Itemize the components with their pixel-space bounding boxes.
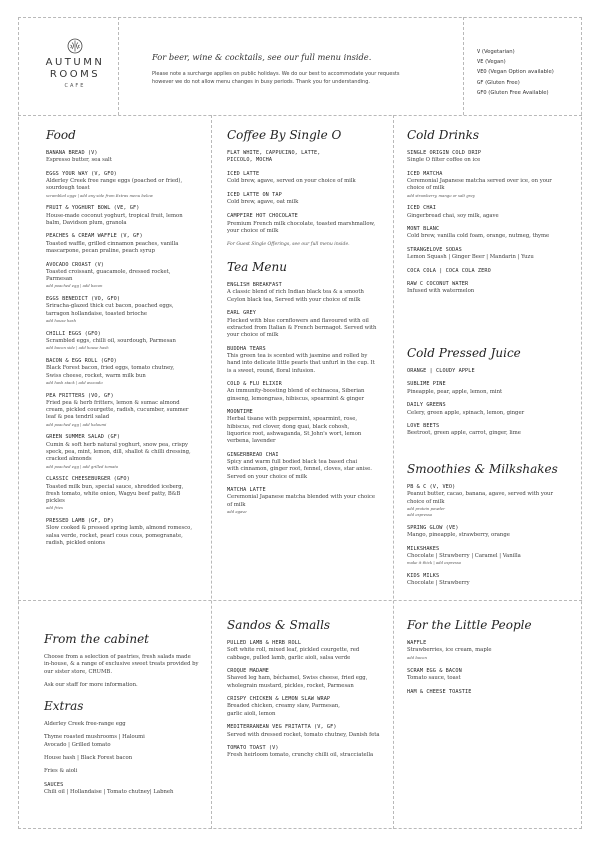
menu-item [407,423,577,438]
menu-item-desc: fresh tomato, white onion, Wagyu beef patty, B&B [46,490,181,497]
intro-note-line: however we do not allow menu changes in busy periods. Thank you for understanding. [152,79,370,85]
menu-item-name: ENGLISH BREAKFAST [227,282,282,289]
juice-section [407,346,577,444]
menu-item-desc: Tomato sauce, toast [407,674,461,681]
intro-title: For beer, wine & cocktails, see our full menu inside. [152,52,372,62]
menu-item-name: EGGS YOUR WAY (V, GFO) [46,170,117,177]
menu-item-name: COCA COLA | COCA COLA ZERO [407,267,491,274]
menu-item-name: BACON & EGG ROLL (GFO) [46,357,117,364]
menu-item [227,452,389,481]
menu-item [227,381,389,403]
menu-item [407,150,577,165]
extras-line: Thyme roasted mushrooms | Haloumi [44,734,145,741]
menu-item-name: SPRING GLOW (VE) [407,525,459,532]
menu-item-name: EARL GREY [227,310,257,317]
menu-item-desc: Peanut butter, cacao, banana, agave, served with your [407,491,553,498]
menu-item-desc: liquorice root, ashwaganda, St John's wort, lemon [227,430,362,437]
menu-item-name: SINGLE ORIGIN COLD DRIP [407,150,482,156]
menu-item-addon: add poached egg | add grilled tomato [46,463,119,469]
menu-item-desc: of milk [227,501,246,508]
menu-item [46,331,206,352]
extras-line: Avocado | Grilled tomato [44,741,111,748]
menu-item-name: MOONTIME [227,409,253,416]
menu-item-desc: choice of milk [407,498,445,505]
menu-item [407,546,577,567]
menu-item-name: CAMPFIRE HOT CHOCOLATE [227,213,298,220]
legend-row: VEO (Vegan Option available) [477,69,554,76]
intro-block [152,52,452,86]
menu-item-desc: salsa verde, rocket, pearl cous cous, pomegranate, [46,532,183,539]
menu-item-desc: Single O filter coffee on ice [407,157,481,164]
menu-item [227,213,389,235]
menu-item-desc: Ceylon black tea, Served with your choice of milk [227,296,361,303]
menu-item [407,226,577,241]
menu-item-desc: Served with dressed rocket, tomato chutney, Danish feta [227,731,380,738]
menu-item [407,281,577,296]
menu-item-desc: Spicy and warm full bodied black tea based chai [227,459,358,466]
menu-item-desc: An immunity-boosting blend of echinacea, Siberian [227,388,365,395]
menu-item [407,525,577,540]
intro-note-line: Please note a surcharge applies on public holidays. We do our best to accommodate your requests [152,71,400,77]
menu-item-name: SUBLIME PINE [407,381,446,388]
menu-item-desc: Espresso butter, sea salt [46,157,112,164]
menu-item [227,745,389,760]
menu-item-desc: Gingerbread chai, soy milk, agave [407,212,499,219]
menu-item-desc: with cinnamon, ginger root, fennel, cloves, star anise. [227,466,372,473]
menu-item-addon: add espresso [407,512,433,518]
menu-item-desc: House-made coconut yoghurt, tropical fruit, lemon [46,212,183,219]
smoothies-title: Smoothies & Milkshakes [407,462,558,476]
cabinet-text-line: in-house, & a range of exclusive sweet treats provided by [44,661,199,668]
extras-line: House hash | Black Forest bacon [44,755,133,762]
juice-title: Cold Pressed Juice [407,346,521,360]
menu-item-name: KIDS MILKS [407,573,440,580]
menu-item [46,233,206,255]
menu-item-desc: tarragon hollandaise, toasted brioche [46,310,148,317]
brand-name-line1: AUTUMN [45,57,105,68]
header-divider [18,115,582,116]
menu-item-desc: speck, pea, mint, lemon, dill, shallot & chilli dressing, [46,449,191,455]
brand-name-line2: ROOMS [49,69,101,80]
menu-item-desc: Toasted waffle, grilled cinnamon peaches, vanilla [46,240,179,247]
menu-item-name: ICED MATCHA [407,170,443,177]
menu-item-name: WAFFLE [407,640,427,646]
menu-item-desc: Premium French milk chocolate, toasted marshmallow, [227,220,376,227]
menu-item [227,409,389,445]
menu-item [46,518,206,547]
menu-item-addon: add protein powder [407,505,445,511]
menu-item [227,640,389,662]
menu-item-name: PULLED LAMB & HERB ROLL [227,640,302,646]
menu-item-desc: Scrambled eggs, chilli oil, sourdough, Parmesan [46,337,176,344]
menu-item-desc: Cold brew, agave, oat milk [227,199,299,206]
menu-item-name: GREEN SUMMER SALAD (GF) [46,434,121,441]
cabinet-title: From the cabinet [44,632,149,646]
menu-item-name: FRUIT & YOGHURT BOWL (VE, GF) [46,205,140,212]
menu-item-desc: This green tea is scented with jasmine and rolled by [227,352,368,359]
menu-item-desc: Black Forest bacon, fried eggs, tomato chutney, [46,365,175,372]
menu-item [407,368,577,375]
food-title: Food [46,128,76,142]
menu-item-desc: Celery, green apple, spinach, lemon, ginger [407,409,525,416]
menu-item-name: PICCOLO, MOCHA [227,157,273,164]
menu-item-desc: pickles [46,498,65,505]
menu-item-desc: Toasted milk bun, special sauce, shredded iceberg, [46,483,184,490]
brand-logo [36,38,114,89]
menu-item [407,171,577,199]
menu-item-desc: cracked almonds [46,456,92,463]
menu-item-desc: Ceremonial Japanese matcha served over ice, on your [407,178,552,185]
menu-item [46,434,206,470]
menu-item-name: ICED LATTE [227,171,260,178]
leaf-emblem-icon [67,38,83,54]
legend-row: GF (Gluten Free) [477,79,520,86]
menu-item [227,487,389,515]
menu-item-desc: balm, Davidson plum, granola [46,219,127,226]
menu-item-addon: add agave [227,509,247,515]
menu-item-desc: Chocolate | Strawberry | Caramel | Vanilla [407,553,521,560]
menu-item [407,402,577,417]
menu-item-name: COLD & FLU ELIXIR [227,381,282,387]
menu-item-name: FLAT WHITE, CAPPUCINO, LATTE, [227,150,321,156]
column-divider-2 [393,115,394,829]
menu-item-desc: sourdough toast [46,185,90,192]
menu-item-name: CLASSIC CHEESEBURGER (GFO) [46,476,130,483]
menu-item-desc: Soft white roll, mixed leaf, pickled courgette, red [227,647,360,654]
menu-item-addon: add house hash [46,317,77,323]
cabinet-text-line: Choose from a selection of pastries, fresh salads made [44,654,191,660]
menu-item-name: SCRAM EGG & BACON [407,667,462,674]
menu-item-name: ORANGE | CLOUDY APPLE [407,368,475,374]
menu-item-addon: make it thick | add espresso [407,560,462,566]
cabinet-footer: Ask our staff for more information. [44,681,138,688]
coffee-title: Coffee By Single O [227,128,342,142]
menu-item-name: MATCHA LATTE [227,487,266,494]
sandos-title: Sandos & Smalls [227,618,331,632]
menu-item-desc: Fresh heirloom tomato, crunchy chilli oil, stracciatella [227,752,374,759]
menu-item-desc: Flecked with blue cornflowers and flavoured with oil [227,317,369,324]
menu-item-name: STRANGELOVE SODAS [407,246,462,253]
extras-line: Alderley Creek free-range egg [44,721,126,728]
menu-item-desc: Alderley Creek free range eggs (poached or fried), [46,178,183,185]
menu-item [407,205,577,220]
cold-drinks-title: Cold Drinks [407,128,480,142]
menu-item [407,689,577,696]
menu-item-desc: Sriracha-glazed thick cut bacon, poached eggs, [46,303,174,310]
sauces-list: Chili oil | Hollandaise | Tomato chutney| Labneh [44,788,174,795]
menu-item-name: RAW C COCONUT WATER [407,281,469,288]
menu-item [46,476,206,512]
menu-item-name: GINGERBREAD CHAI [227,451,279,458]
menu-item [46,296,206,324]
menu-item-name: MILKSHAKES [407,545,440,552]
menu-item-name: MONT BLANC [407,226,440,233]
menu-item-addon: scrambled eggs | add any side from Extras menu below [46,192,153,198]
menu-item-desc: Swiss cheese, rocket, warm milk bun [46,372,146,379]
menu-item-desc: Parmesan [46,276,73,283]
menu-item [227,696,389,718]
smoothies-section [407,462,577,594]
menu-item [407,247,577,262]
menu-item-desc: Chocolate | Strawberry [407,580,470,587]
coffee-section [227,128,389,522]
menu-item-name: CRISPY CHICKEN & LEMON SLAW WRAP [227,696,331,703]
extras-title: Extras [44,699,84,714]
menu-item-desc: Slow cooked & pressed spring lamb, almond romesco, [46,525,193,532]
menu-item [46,262,206,290]
menu-item-name: MEDITERRANEAN VEG FRITATTA (V, GF) [227,724,337,731]
menu-item-desc: Ceremonial Japanese matcha blended with your choice [227,494,376,501]
menu-item-name: ICED CHAI [407,205,437,212]
menu-item [46,171,206,199]
menu-item [227,150,389,165]
menu-item-addon: add poached egg | add bacon [46,283,103,289]
menu-item-desc: wholegrain mustard, pickles, rocket, Parmesan [227,682,354,689]
menu-item [227,192,389,207]
menu-item-name: PEA FRITTERS (VO, GF) [46,392,114,399]
menu-item [46,205,206,227]
menu-item-name: DAILY GREENS [407,402,446,409]
menu-item-name: HAM & CHEESE TOASTIE [407,688,472,695]
little-people-section [407,618,577,702]
menu-item-desc: verbena, lavender [227,438,276,445]
menu-item-desc: your choice of milk [227,227,279,234]
menu-item-name: PEACHES & CREAM WAFFLE (V, GF) [46,233,143,240]
menu-item [407,484,577,519]
menu-item-desc: choice of milk [407,185,445,192]
little-people-title: For the Little People [407,618,532,632]
menu-item-desc: Cold brew, agave, served on your choice of milk [227,178,356,185]
menu-item-name: PRESSED LAMB (GF, DF) [46,518,114,525]
menu-item-desc: extracted from Italian & French bermagot. Served with [227,324,377,331]
menu-item-desc: A classic blend of rich Indian black tea & a smooth [227,289,364,296]
header-divider-right [463,17,464,115]
menu-item-name: CROQUE MADAME [227,668,269,675]
menu-item-desc: garlic aioli, lemon [227,710,276,717]
menu-item-name: CHILLI EGGS (GFO) [46,330,101,337]
menu-item-desc: Mango, pineapple, strawberry, orange [407,532,510,539]
cabinet-text-line: our sister store, CRUMB. [44,668,113,675]
legend-row: V (Vegetarian) [477,49,515,55]
menu-item [227,668,389,690]
lower-divider [18,600,582,601]
menu-item-name: AVOCADO CROAST (V) [46,261,105,268]
menu-item-desc: Breaded chicken, creamy slaw, Parmesan, [227,703,340,710]
menu-item-desc: Strawberries, ice cream, maple [407,647,492,654]
menu-item-addon: add strawberry, mango or salt grey [407,192,475,198]
menu-item-desc: mascarpone, pecan praline, peach syrup [46,248,155,255]
menu-item [407,573,577,588]
menu-item [227,282,389,304]
menu-item-desc: hibiscus, red clover, dong quai, black cohosh, [227,423,350,430]
menu-item-desc: Pineapple, pear, apple, lemon, mint [407,388,503,395]
brand-sub: CAFE [64,83,86,89]
cold-drinks-section [407,128,577,302]
menu-item-desc: hand into delicate little pearls that unfurl in the cup. It [227,360,375,367]
menu-item [46,393,206,429]
menu-item-addon: add poached egg | add haloumi [46,421,107,427]
menu-item-addon: add bacon side | add house hash [46,345,109,351]
coffee-note: For Guest Single Offerings, see our full menu inside. [227,241,350,247]
extras-line: Fries & aioli [44,768,78,775]
tea-title: Tea Menu [227,260,287,275]
menu-item-desc: Infused with watermelon [407,288,475,295]
menu-item-desc: radish, pickled onions [46,540,106,547]
menu-item-desc: leaf & pea tendril salad [46,414,110,421]
menu-item [227,171,389,186]
menu-item-desc: your choice of milk [227,332,279,339]
food-section [46,128,206,554]
menu-item-desc: Beetroot, green apple, carrot, ginger, lime [407,430,521,437]
menu-item [227,346,389,375]
menu-item-desc: cabbage, pulled lamb, garlic aioli, salsa verde [227,654,351,661]
menu-item-name: PB & C (V, VEO) [407,484,456,490]
menu-item-name: BUDDHA TEARS [227,345,266,352]
menu-item [407,668,577,683]
header-divider-left [118,17,119,115]
menu-item-name: TOMATO TOAST (V) [227,745,279,752]
menu-item-desc: Herbal tisane with peppermint, spearmint, rose, [227,416,358,423]
menu-item-addon: add fries [46,505,63,511]
menu-item [227,724,389,739]
menu-item-addon: add hash stack | add avocado [46,379,103,385]
menu-item [407,381,577,396]
sandos-section [227,618,389,766]
menu-item-desc: Fried pea & herb fritters, lemon & sumac almond [46,399,180,406]
menu-item [46,150,206,165]
menu-item-addon: add bacon [407,654,427,660]
menu-item-desc: cream, pickled courgette, radish, cucumber, summer [46,407,189,414]
menu-item-desc: Shaved leg ham, béchamel, Swiss cheese, fried egg, [227,675,368,682]
menu-item [407,640,577,661]
menu-item-desc: Served on your choice of milk [227,473,308,480]
menu-item-desc: Toasted croissant, guacamole, dressed rocket, [46,268,171,275]
legend-row: GFO (Gluten Free Available) [477,89,549,96]
menu-item-desc: ginseng, lemongrass, hibiscus, spearmint & ginger [227,395,365,402]
menu-item-name: LOVE BEETS [407,423,440,430]
menu-item-desc: Cumin & soft herb natural yoghurt, snow pea, crispy [46,441,188,448]
cabinet-section [44,632,206,796]
menu-item [407,268,577,275]
legend-row: VE (Vegan) [477,59,506,66]
menu-item-desc: Cold brew, vanilla cold foam, orange, nutmeg, thyme [407,233,550,240]
column-divider-1 [211,115,212,829]
menu-item [227,310,389,339]
menu-item-name: ICED LATTE ON TAP [227,192,282,199]
menu-item-name: EGGS BENEDICT (VO, GFO) [46,296,121,303]
sauces-name: SAUCES [44,781,64,788]
dietary-legend [477,47,581,98]
menu-item-desc: is a sweet, round, floral infusion. [227,367,316,374]
menu-item [46,358,206,386]
menu-item-name: BANANA BREAD (V) [46,150,98,156]
menu-item-desc: Lemon Squash | Ginger Beer | Mandarin | Yuzu [407,254,534,261]
